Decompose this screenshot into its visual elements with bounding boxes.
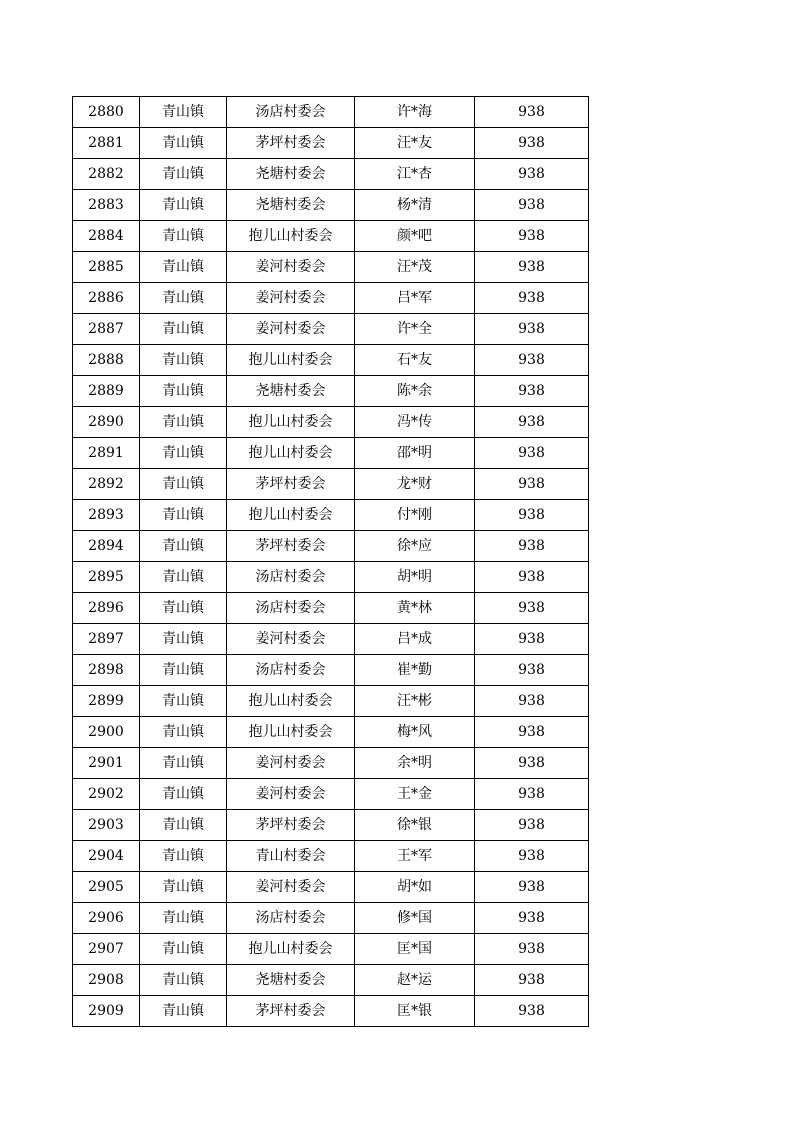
village-committee-cell: 茅坪村委会 — [227, 128, 355, 159]
name-cell: 梅*风 — [355, 717, 475, 748]
name-cell: 石*友 — [355, 345, 475, 376]
row-number-cell: 2906 — [73, 903, 140, 934]
town-cell: 青山镇 — [140, 407, 227, 438]
row-number-cell: 2902 — [73, 779, 140, 810]
amount-cell: 938 — [475, 965, 589, 996]
village-committee-cell: 茅坪村委会 — [227, 469, 355, 500]
village-committee-cell: 汤店村委会 — [227, 903, 355, 934]
row-number-cell: 2888 — [73, 345, 140, 376]
row-number-cell: 2909 — [73, 996, 140, 1027]
name-cell: 匡*国 — [355, 934, 475, 965]
amount-cell: 938 — [475, 252, 589, 283]
town-cell: 青山镇 — [140, 748, 227, 779]
table-row — [73, 283, 589, 314]
town-cell: 青山镇 — [140, 97, 227, 128]
row-number-cell: 2892 — [73, 469, 140, 500]
amount-cell: 938 — [475, 407, 589, 438]
amount-cell: 938 — [475, 438, 589, 469]
table-row — [73, 810, 589, 841]
table-row — [73, 717, 589, 748]
village-committee-cell: 姜河村委会 — [227, 872, 355, 903]
village-committee-cell: 茅坪村委会 — [227, 531, 355, 562]
name-cell: 崔*勤 — [355, 655, 475, 686]
row-number-cell: 2896 — [73, 593, 140, 624]
amount-cell: 938 — [475, 128, 589, 159]
row-number-cell: 2886 — [73, 283, 140, 314]
amount-cell: 938 — [475, 903, 589, 934]
amount-cell: 938 — [475, 500, 589, 531]
row-number-cell: 2897 — [73, 624, 140, 655]
table-row — [73, 221, 589, 252]
name-cell: 徐*银 — [355, 810, 475, 841]
name-cell: 龙*财 — [355, 469, 475, 500]
amount-cell: 938 — [475, 283, 589, 314]
village-committee-cell: 尧塘村委会 — [227, 965, 355, 996]
amount-cell: 938 — [475, 872, 589, 903]
table-row — [73, 376, 589, 407]
table-row — [73, 779, 589, 810]
row-number-cell: 2881 — [73, 128, 140, 159]
table-row — [73, 500, 589, 531]
town-cell: 青山镇 — [140, 996, 227, 1027]
name-cell: 余*明 — [355, 748, 475, 779]
village-committee-cell: 尧塘村委会 — [227, 376, 355, 407]
town-cell: 青山镇 — [140, 934, 227, 965]
amount-cell: 938 — [475, 221, 589, 252]
row-number-cell: 2903 — [73, 810, 140, 841]
table-row — [73, 748, 589, 779]
amount-cell: 938 — [475, 686, 589, 717]
town-cell: 青山镇 — [140, 686, 227, 717]
name-cell: 邵*明 — [355, 438, 475, 469]
name-cell: 吕*成 — [355, 624, 475, 655]
town-cell: 青山镇 — [140, 903, 227, 934]
name-cell: 胡*如 — [355, 872, 475, 903]
name-cell: 黄*林 — [355, 593, 475, 624]
town-cell: 青山镇 — [140, 376, 227, 407]
village-committee-cell: 抱儿山村委会 — [227, 934, 355, 965]
village-committee-cell: 抱儿山村委会 — [227, 345, 355, 376]
name-cell: 付*刚 — [355, 500, 475, 531]
amount-cell: 938 — [475, 841, 589, 872]
name-cell: 胡*明 — [355, 562, 475, 593]
amount-cell: 938 — [475, 159, 589, 190]
town-cell: 青山镇 — [140, 438, 227, 469]
row-number-cell: 2893 — [73, 500, 140, 531]
table-row — [73, 903, 589, 934]
row-number-cell: 2885 — [73, 252, 140, 283]
table-row — [73, 252, 589, 283]
table-row — [73, 438, 589, 469]
row-number-cell: 2907 — [73, 934, 140, 965]
town-cell: 青山镇 — [140, 500, 227, 531]
town-cell: 青山镇 — [140, 965, 227, 996]
table-row — [73, 97, 589, 128]
village-committee-cell: 青山村委会 — [227, 841, 355, 872]
name-cell: 王*军 — [355, 841, 475, 872]
table-row — [73, 841, 589, 872]
row-number-cell: 2882 — [73, 159, 140, 190]
table-row — [73, 934, 589, 965]
name-cell: 许*海 — [355, 97, 475, 128]
row-number-cell: 2883 — [73, 190, 140, 221]
name-cell: 修*国 — [355, 903, 475, 934]
town-cell: 青山镇 — [140, 128, 227, 159]
name-cell: 颜*吧 — [355, 221, 475, 252]
village-committee-cell: 抱儿山村委会 — [227, 438, 355, 469]
table-row — [73, 190, 589, 221]
amount-cell: 938 — [475, 190, 589, 221]
village-committee-cell: 汤店村委会 — [227, 593, 355, 624]
row-number-cell: 2904 — [73, 841, 140, 872]
village-committee-cell: 汤店村委会 — [227, 562, 355, 593]
village-committee-cell: 姜河村委会 — [227, 748, 355, 779]
name-cell: 江*杏 — [355, 159, 475, 190]
village-committee-cell: 抱儿山村委会 — [227, 500, 355, 531]
table-row — [73, 655, 589, 686]
amount-cell: 938 — [475, 593, 589, 624]
row-number-cell: 2890 — [73, 407, 140, 438]
village-committee-cell: 姜河村委会 — [227, 624, 355, 655]
name-cell: 杨*清 — [355, 190, 475, 221]
amount-cell: 938 — [475, 97, 589, 128]
table-row — [73, 593, 589, 624]
amount-cell: 938 — [475, 314, 589, 345]
name-cell: 汪*茂 — [355, 252, 475, 283]
town-cell: 青山镇 — [140, 345, 227, 376]
village-committee-cell: 茅坪村委会 — [227, 810, 355, 841]
town-cell: 青山镇 — [140, 717, 227, 748]
village-committee-cell: 尧塘村委会 — [227, 190, 355, 221]
roster-table — [72, 96, 589, 1027]
village-committee-cell: 尧塘村委会 — [227, 159, 355, 190]
row-number-cell: 2891 — [73, 438, 140, 469]
row-number-cell: 2889 — [73, 376, 140, 407]
amount-cell: 938 — [475, 996, 589, 1027]
amount-cell: 938 — [475, 655, 589, 686]
row-number-cell: 2908 — [73, 965, 140, 996]
amount-cell: 938 — [475, 779, 589, 810]
village-committee-cell: 姜河村委会 — [227, 283, 355, 314]
table-row — [73, 531, 589, 562]
village-committee-cell: 姜河村委会 — [227, 779, 355, 810]
name-cell: 王*金 — [355, 779, 475, 810]
village-committee-cell: 汤店村委会 — [227, 655, 355, 686]
row-number-cell: 2887 — [73, 314, 140, 345]
town-cell: 青山镇 — [140, 190, 227, 221]
name-cell: 吕*军 — [355, 283, 475, 314]
table-row — [73, 407, 589, 438]
village-committee-cell: 姜河村委会 — [227, 252, 355, 283]
name-cell: 徐*应 — [355, 531, 475, 562]
table-row — [73, 314, 589, 345]
row-number-cell: 2901 — [73, 748, 140, 779]
table-row — [73, 562, 589, 593]
row-number-cell: 2894 — [73, 531, 140, 562]
village-committee-cell: 抱儿山村委会 — [227, 407, 355, 438]
row-number-cell: 2900 — [73, 717, 140, 748]
town-cell: 青山镇 — [140, 314, 227, 345]
amount-cell: 938 — [475, 345, 589, 376]
name-cell: 陈*余 — [355, 376, 475, 407]
row-number-cell: 2899 — [73, 686, 140, 717]
town-cell: 青山镇 — [140, 779, 227, 810]
name-cell: 赵*运 — [355, 965, 475, 996]
amount-cell: 938 — [475, 469, 589, 500]
town-cell: 青山镇 — [140, 221, 227, 252]
village-committee-cell: 茅坪村委会 — [227, 996, 355, 1027]
village-committee-cell: 抱儿山村委会 — [227, 686, 355, 717]
row-number-cell: 2880 — [73, 97, 140, 128]
table-row — [73, 128, 589, 159]
name-cell: 汪*彬 — [355, 686, 475, 717]
table-row — [73, 965, 589, 996]
amount-cell: 938 — [475, 717, 589, 748]
town-cell: 青山镇 — [140, 159, 227, 190]
town-cell: 青山镇 — [140, 562, 227, 593]
town-cell: 青山镇 — [140, 469, 227, 500]
name-cell: 冯*传 — [355, 407, 475, 438]
town-cell: 青山镇 — [140, 252, 227, 283]
amount-cell: 938 — [475, 376, 589, 407]
table-row — [73, 159, 589, 190]
village-committee-cell: 抱儿山村委会 — [227, 221, 355, 252]
row-number-cell: 2884 — [73, 221, 140, 252]
name-cell: 许*全 — [355, 314, 475, 345]
amount-cell: 938 — [475, 934, 589, 965]
town-cell: 青山镇 — [140, 624, 227, 655]
name-cell: 汪*友 — [355, 128, 475, 159]
row-number-cell: 2905 — [73, 872, 140, 903]
town-cell: 青山镇 — [140, 655, 227, 686]
town-cell: 青山镇 — [140, 841, 227, 872]
amount-cell: 938 — [475, 810, 589, 841]
table-row — [73, 996, 589, 1027]
table-row — [73, 345, 589, 376]
village-committee-cell: 汤店村委会 — [227, 97, 355, 128]
table-row — [73, 469, 589, 500]
name-cell: 匡*银 — [355, 996, 475, 1027]
town-cell: 青山镇 — [140, 810, 227, 841]
table-row — [73, 624, 589, 655]
table-row — [73, 686, 589, 717]
village-committee-cell: 抱儿山村委会 — [227, 717, 355, 748]
amount-cell: 938 — [475, 624, 589, 655]
town-cell: 青山镇 — [140, 531, 227, 562]
row-number-cell: 2895 — [73, 562, 140, 593]
town-cell: 青山镇 — [140, 283, 227, 314]
amount-cell: 938 — [475, 531, 589, 562]
town-cell: 青山镇 — [140, 872, 227, 903]
table-row — [73, 872, 589, 903]
amount-cell: 938 — [475, 748, 589, 779]
village-committee-cell: 姜河村委会 — [227, 314, 355, 345]
town-cell: 青山镇 — [140, 593, 227, 624]
amount-cell: 938 — [475, 562, 589, 593]
row-number-cell: 2898 — [73, 655, 140, 686]
roster-table-body — [73, 97, 589, 1027]
